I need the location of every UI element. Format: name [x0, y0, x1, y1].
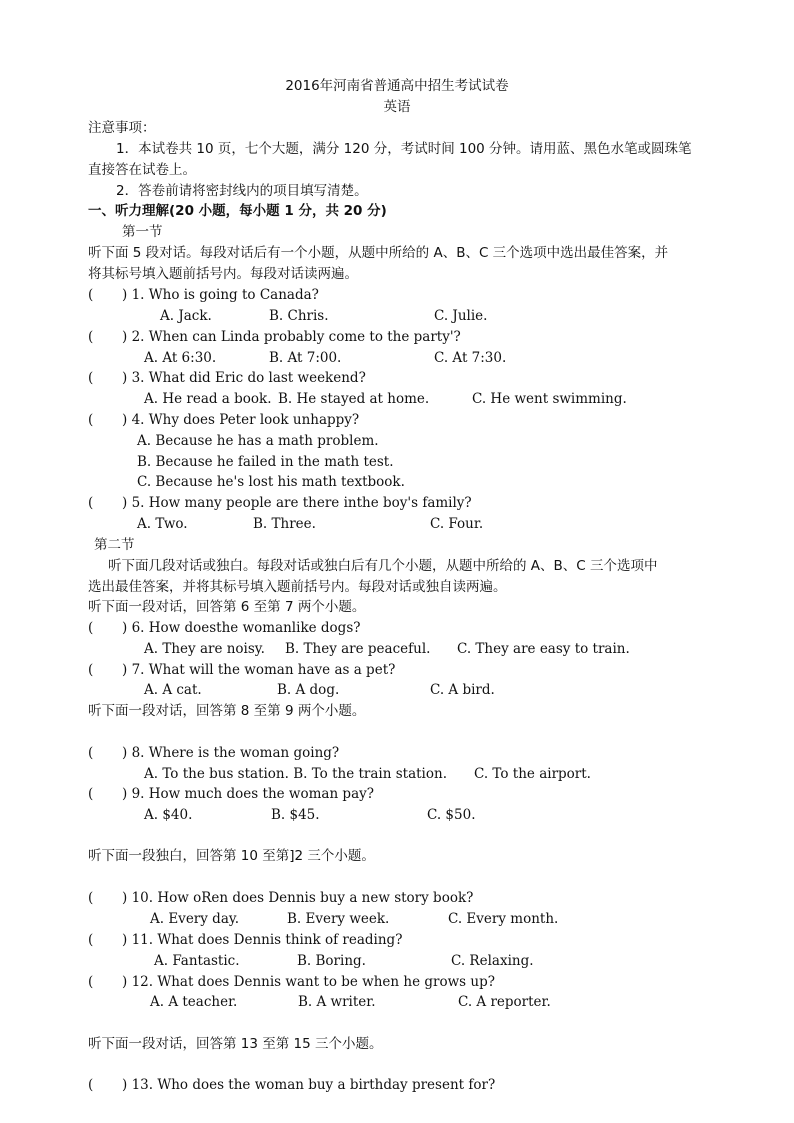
section-1-instructions-line-1: 听下面 5 段对话。每段对话后有一个小题，从题中所给的 A、B、C 三个选项中选出最佳答案，并	[88, 245, 669, 261]
option-b: B. Every week.	[287, 911, 390, 927]
option-b: B. A dog.	[277, 682, 340, 698]
notes-item-2: 2．答卷前请将密封线内的项目填写清楚。	[116, 183, 368, 199]
question-text: 5. How many people are there inthe boy's family?	[131, 495, 472, 511]
question-11	[88, 930, 402, 950]
answer-bracket[interactable]: ( )	[88, 745, 128, 761]
notes-item-1-line-2: 直接答在试卷上。	[88, 162, 196, 178]
option-a: A. A cat.	[144, 682, 202, 698]
question-5	[88, 493, 472, 513]
option-c: C. Because he's lost his math textbook.	[137, 474, 405, 490]
answer-bracket[interactable]: ( )	[88, 932, 128, 948]
question-text: 10. How oRen does Dennis buy a new story book?	[131, 890, 474, 906]
question-text: 6. How doesthe womanlike dogs?	[131, 620, 361, 636]
question-6	[88, 618, 361, 638]
answer-bracket[interactable]: ( )	[88, 1077, 128, 1093]
option-a: A. Jack.	[160, 308, 212, 324]
question-4	[88, 410, 359, 430]
part1-heading: 一、听力理解(20 小题，每小题 1 分，共 20 分)	[88, 203, 387, 219]
question-3	[88, 368, 366, 388]
notes-heading: 注意事项：	[88, 120, 156, 136]
answer-bracket[interactable]: ( )	[88, 370, 128, 386]
option-a: A. A teacher.	[150, 994, 238, 1010]
answer-bracket[interactable]: ( )	[88, 890, 128, 906]
question-13	[88, 1075, 495, 1095]
option-a: A. Fantastic.	[154, 953, 240, 969]
answer-bracket[interactable]: ( )	[88, 287, 128, 303]
answer-bracket[interactable]: ( )	[88, 662, 128, 678]
option-b: B. Boring.	[297, 953, 366, 969]
group-instruction-8-9: 听下面一段对话，回答第 8 至第 9 两个小题。	[88, 703, 366, 719]
question-text: 4. Why does Peter look unhappy?	[131, 412, 360, 428]
group-instruction-13-15: 听下面一段对话，回答第 13 至第 15 三个小题。	[88, 1036, 383, 1052]
option-b: B. At 7:00.	[269, 350, 342, 366]
question-12	[88, 972, 495, 992]
option-b: B. A writer.	[298, 994, 376, 1010]
question-1	[88, 285, 319, 305]
question-text: 1. Who is going to Canada?	[131, 287, 319, 303]
question-2	[88, 327, 461, 347]
exam-title: 2016年河南省普通高中招生考试试卷	[285, 78, 509, 94]
option-c: C. Four.	[430, 516, 484, 532]
option-c: C. A reporter.	[458, 994, 551, 1010]
option-c: C. Relaxing.	[451, 953, 534, 969]
option-b: B. He stayed at home.	[278, 391, 430, 407]
group-instruction-6-7: 听下面一段对话，回答第 6 至第 7 两个小题。	[88, 599, 366, 615]
option-c: C. $50.	[427, 807, 476, 823]
option-a: A. Every day.	[150, 911, 239, 927]
question-text: 11. What does Dennis think of reading?	[131, 932, 403, 948]
option-c: C. They are easy to train.	[457, 641, 630, 657]
option-b: B. Three.	[253, 516, 316, 532]
answer-bracket[interactable]: ( )	[88, 974, 128, 990]
section-1-instructions-line-2: 将其标号填入题前括号内。每段对话读两遍。	[88, 266, 358, 282]
option-c: C. To the airport.	[474, 766, 591, 782]
answer-bracket[interactable]: ( )	[88, 329, 128, 345]
answer-bracket[interactable]: ( )	[88, 786, 128, 802]
option-a: A. At 6:30.	[144, 350, 217, 366]
question-8	[88, 743, 339, 763]
exam-subject: 英语	[383, 99, 411, 115]
question-text: 2. When can Linda probably come to the party'?	[131, 329, 461, 345]
option-b: B. $45.	[271, 807, 320, 823]
option-a: A. Two.	[137, 516, 188, 532]
option-a: A. $40.	[144, 807, 193, 823]
question-text: 7. What will the woman have as a pet?	[131, 662, 396, 678]
answer-bracket[interactable]: ( )	[88, 620, 128, 636]
option-c: C. A bird.	[430, 682, 495, 698]
question-text: 8. Where is the woman going?	[131, 745, 340, 761]
option-b: B. They are peaceful.	[285, 641, 431, 657]
group-instruction-10-12: 听下面一段独白，回答第 10 至第]2 三个小题。	[88, 848, 375, 864]
notes-item-1-line-1: 1．本试卷共 10 页，七个大题，满分 120 分，考试时间 100 分钟。请用蓝、黑色水笔或圆珠笔	[116, 141, 692, 157]
option-a: A. Because he has a math problem.	[137, 433, 379, 449]
section-2-instructions-line-1: 听下面几段对话或独白。每段对话或独白后有几个小题，从题中所给的 A、B、C 三个选项中	[108, 558, 658, 574]
question-10	[88, 888, 473, 908]
question-9	[88, 784, 374, 804]
question-7	[88, 660, 395, 680]
option-b: B. Because he failed in the math test.	[137, 454, 394, 470]
option-c: C. At 7:30.	[434, 350, 507, 366]
question-text: 9. How much does the woman pay?	[131, 786, 374, 802]
question-text: 12. What does Dennis want to be when he grows up?	[131, 974, 495, 990]
section-2-instructions-line-2: 选出最佳答案，并将其标号填入题前括号内。每段对话或独自读两遍。	[88, 579, 507, 595]
option-b: B. Chris.	[269, 308, 329, 324]
answer-bracket[interactable]: ( )	[88, 495, 128, 511]
section-2-heading: 第二节	[94, 537, 135, 553]
section-1-heading: 第一节	[122, 224, 163, 240]
option-c: C. He went swimming.	[472, 391, 627, 407]
option-a: A. To the bus station. B. To the train station.	[144, 766, 447, 782]
option-c: C. Julie.	[434, 308, 488, 324]
option-a: A. He read a book.	[144, 391, 272, 407]
question-text: 13. Who does the woman buy a birthday present for?	[131, 1077, 496, 1093]
option-c: C. Every month.	[448, 911, 559, 927]
question-text: 3. What did Eric do last weekend?	[131, 370, 366, 386]
option-a: A. They are noisy.	[144, 641, 265, 657]
answer-bracket[interactable]: ( )	[88, 412, 128, 428]
